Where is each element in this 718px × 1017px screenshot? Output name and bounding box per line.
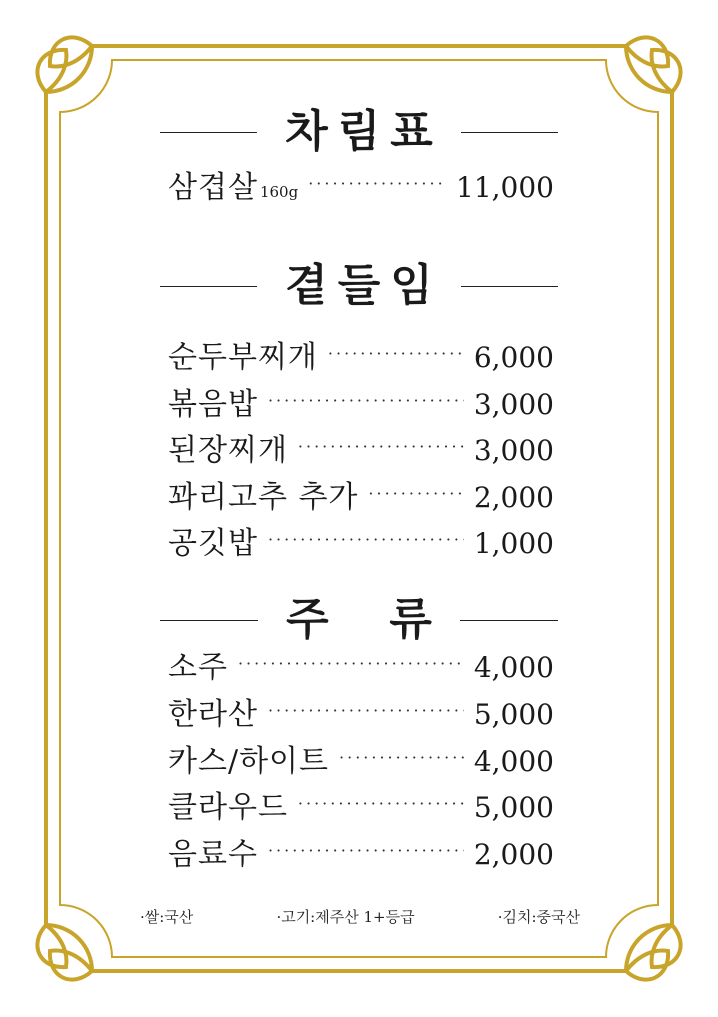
section-title: 주 류 [286, 594, 442, 645]
menu-item [168, 833, 554, 877]
divider-line [460, 620, 558, 621]
leader-dots [339, 736, 464, 780]
menu-item [168, 740, 554, 784]
item-quantity: 160g [259, 183, 299, 201]
menu-item [168, 383, 554, 427]
leader-dots [238, 642, 464, 686]
item-price: 11,000 [456, 171, 554, 204]
divider-line [461, 286, 558, 287]
menu-item [168, 786, 554, 830]
origin-footer [140, 906, 580, 934]
leader-dots [268, 689, 464, 733]
divider-line [160, 286, 257, 287]
item-price: 6,000 [473, 341, 554, 374]
leader-dots [298, 425, 464, 469]
item-name: 음료수 [168, 837, 258, 872]
item-price: 2,000 [473, 838, 554, 871]
menu-item [168, 429, 554, 473]
item-price: 1,000 [473, 527, 554, 560]
section-header [160, 256, 558, 316]
menu-item [168, 646, 554, 690]
leader-dots [308, 162, 446, 206]
leader-dots [298, 782, 464, 826]
item-name: 된장찌개 [168, 433, 288, 468]
leader-dots [268, 379, 464, 423]
menu-item [168, 522, 554, 566]
divider-line [160, 132, 257, 133]
item-name: 카스/하이트 [168, 744, 330, 779]
divider-line [461, 132, 558, 133]
leader-dots [368, 472, 463, 516]
divider-line [160, 620, 258, 621]
menu-item [168, 693, 554, 737]
menu-item [168, 336, 554, 380]
item-name: 순두부찌개 [168, 340, 318, 375]
item-name: 소주 [168, 650, 228, 685]
item-price: 5,000 [473, 698, 554, 731]
item-name: 볶음밥 [168, 387, 258, 422]
item-price: 2,000 [473, 481, 554, 514]
item-price: 5,000 [473, 791, 554, 824]
item-price: 3,000 [473, 434, 554, 467]
item-price: 3,000 [473, 388, 554, 421]
item-name: 삼겹살 [168, 170, 258, 205]
origin-meat: ·고기:제주산 1+등급 [276, 908, 415, 926]
item-name: 공깃밥 [168, 526, 258, 561]
leader-dots [268, 518, 464, 562]
leader-dots [328, 332, 464, 376]
origin-kimchi: ·김치:중국산 [497, 908, 580, 926]
leader-dots [268, 829, 464, 873]
item-name: 한라산 [168, 697, 258, 732]
origin-rice: ·쌀:국산 [140, 908, 194, 926]
section-header [160, 590, 558, 650]
section-header [160, 102, 558, 162]
item-name: 클라우드 [168, 790, 288, 825]
menu-item [168, 476, 554, 520]
section-title: 차림표 [285, 106, 443, 157]
menu-item [168, 166, 554, 210]
item-name: 꽈리고추 추가 [168, 480, 359, 515]
section-title: 곁들임 [285, 260, 443, 311]
item-price: 4,000 [473, 745, 554, 778]
item-price: 4,000 [473, 651, 554, 684]
